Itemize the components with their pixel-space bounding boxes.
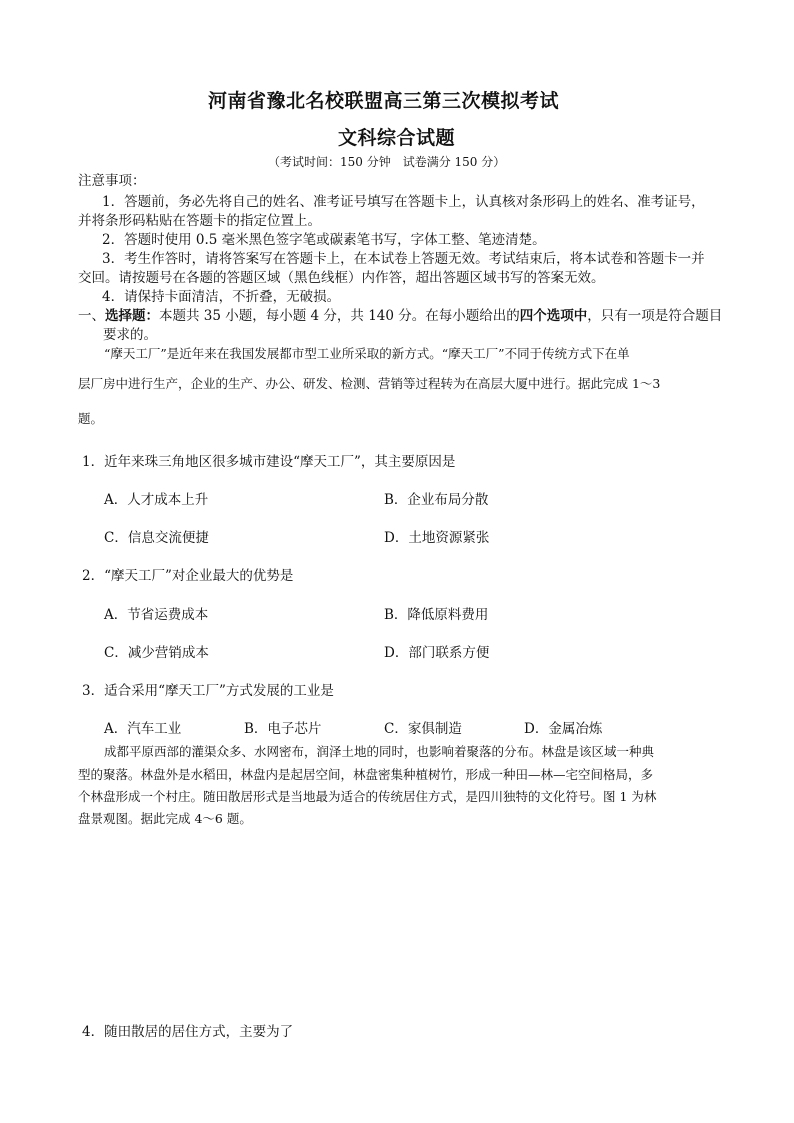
notice-item-4: 4．请保持卡面清洁，不折叠，无破损。 bbox=[102, 289, 341, 305]
page-subtitle: 文科综合试题 bbox=[338, 127, 456, 149]
question-3-option-a: A．汽车工业 bbox=[104, 721, 182, 737]
question-2-option-c: C．减少营销成本 bbox=[104, 645, 209, 661]
question-3-option-d: D．金属冶炼 bbox=[524, 721, 603, 737]
notice-heading: 注意事项： bbox=[78, 173, 146, 189]
passage-1-line-2: 层厂房中进行生产，企业的生产、办公、研发、检测、营销等过程转为在高层大厦中进行。据此完成 1～3 bbox=[78, 376, 661, 391]
passage-1-line-3: 题。 bbox=[78, 411, 104, 426]
section-label: 选择题： bbox=[105, 308, 159, 324]
question-4-stem: 4．随田散居的居住方式，主要为了 bbox=[82, 1024, 294, 1040]
passage-1-line-1: “摩天工厂”是近年来在我国发展都市型工业所采取的新方式。“摩天工厂”不同于传统方式下在单 bbox=[104, 346, 630, 361]
section-prefix: 一、 bbox=[78, 308, 105, 324]
section-heading-line-2: 要求的。 bbox=[103, 327, 157, 343]
question-2-option-d: D．部门联系方便 bbox=[384, 645, 490, 661]
notice-item-3-line-2: 交回。请按题号在各题的答题区域（黑色线框）内作答，超出答题区域书写的答案无效。 bbox=[78, 270, 605, 286]
passage-2-line-2: 型的聚落。林盘外是水稻田，林盘内是起居空间，林盘密集种植树竹，形成一种田—林—宅空间格局，多 bbox=[78, 767, 654, 782]
question-1-option-a: A．人才成本上升 bbox=[104, 492, 209, 508]
notice-item-1-line-1: 1．答题前，务必先将自己的姓名、准考证号填写在答题卡上，认真核对条形码上的姓名、准考证号， bbox=[102, 194, 705, 210]
passage-2-line-3: 个林盘形成一个村庄。随田散居形式是当地最为适合的传统居住方式，是四川独特的文化符号。图 1 为林 bbox=[78, 789, 657, 804]
notice-item-1-line-2: 并将条形码粘贴在答题卡的指定位置上。 bbox=[78, 213, 321, 229]
question-2-option-a: A．节省运费成本 bbox=[104, 607, 209, 623]
passage-2-line-4: 盘景观图。据此完成 4～6 题。 bbox=[78, 811, 252, 826]
question-2-option-b: B．降低原料费用 bbox=[384, 607, 489, 623]
notice-item-2: 2．答题时使用 0.5 毫米黑色签字笔或碳素笔书写，字体工整、笔迹清楚。 bbox=[102, 232, 546, 248]
section-heading bbox=[78, 307, 722, 326]
passage-2-line-1: 成都平原西部的灌渠众多、水网密布，润泽土地的同时，也影响着聚落的分布。林盘是该区域一种典 bbox=[104, 744, 655, 759]
question-1-option-d: D．土地资源紧张 bbox=[384, 530, 490, 546]
exam-info: （考试时间：150 分钟 试卷满分 150 分） bbox=[268, 155, 506, 169]
section-text-a: 本题共 35 小题，每小题 4 分，共 140 分。在每小题给出的 bbox=[159, 308, 520, 324]
question-1-stem: 1．近年来珠三角地区很多城市建设“摩天工厂”，其主要原因是 bbox=[82, 454, 456, 470]
question-3-option-b: B．电子芯片 bbox=[244, 721, 322, 737]
section-text-emphasis: 四个选项中 bbox=[519, 308, 588, 324]
page-title: 河南省豫北名校联盟高三第三次模拟考试 bbox=[208, 90, 560, 112]
question-3-option-c: C．家俱制造 bbox=[384, 721, 462, 737]
question-3-stem: 3．适合采用“摩天工厂”方式发展的工业是 bbox=[82, 683, 334, 699]
notice-item-3-line-1: 3．考生作答时，请将答案写在答题卡上，在本试卷上答题无效。考试结束后，将本试卷和答题卡一并 bbox=[102, 251, 705, 267]
question-1-option-b: B．企业布局分散 bbox=[384, 492, 489, 508]
question-1-option-c: C．信息交流便捷 bbox=[104, 530, 209, 546]
question-2-stem: 2．“摩天工厂”对企业最大的优势是 bbox=[82, 568, 294, 584]
section-text-c: ，只有一项是符合题目 bbox=[587, 308, 723, 324]
